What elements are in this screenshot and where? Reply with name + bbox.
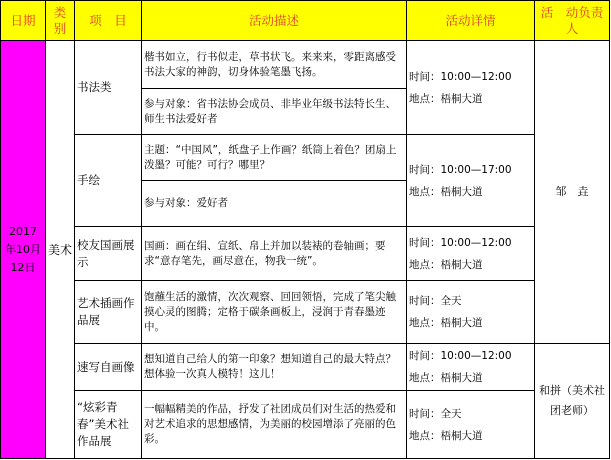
place-text: 地点：梧桐大道: [409, 92, 483, 105]
table-row: [1, 391, 610, 459]
table-row: [1, 41, 610, 89]
header-person: 活 动负责人: [535, 1, 610, 41]
project-cell: 速写自画像: [75, 344, 142, 391]
project-cell: 艺术插画作品展: [75, 281, 142, 344]
place-text: 地点：梧桐大道: [409, 185, 483, 198]
details-cell: [407, 227, 535, 281]
project-cell: “炫彩青春”美术社作品展: [75, 391, 142, 459]
time-text: 时间：10:00—12:00: [409, 236, 512, 249]
place-text: 地点：梧桐大道: [409, 317, 483, 329]
details-cell: [407, 135, 535, 227]
header-category: 类别: [46, 1, 75, 41]
time-text: 时间：10:00—12:00: [409, 350, 512, 362]
project-cell: 书法类: [75, 41, 142, 135]
project-cell: 校友国画展示: [75, 227, 142, 281]
header-description: 活动描述: [142, 1, 407, 41]
description-cell: 主题：“中国风”，纸盘子上作画？纸筒上着色？团扇上泼墨？可能？可行？哪里？: [142, 135, 407, 181]
place-text: 地点：梧桐大道: [409, 372, 483, 384]
project-cell: 手绘: [75, 135, 142, 227]
table-row: [1, 281, 610, 344]
person-cell: 邹 垚: [535, 41, 610, 344]
time-text: 时间：10:00—12:00: [409, 70, 512, 83]
description-sub-cell: 参与对象：省书法协会成员、非毕业年级书法特长生、师生书法爱好者: [142, 89, 407, 135]
description-cell: 楷书如立，行书似走，草书状飞。来来来，零距离感受书法大家的神韵，切身体验笔墨飞扬。: [142, 41, 407, 89]
details-cell: [407, 41, 535, 135]
time-text: 时间：10:00—17:00: [409, 163, 512, 176]
time-text: 时间：全天: [409, 295, 462, 307]
details-cell: [407, 391, 535, 459]
time-text: 时间：全天: [409, 407, 462, 420]
table-row: [1, 135, 610, 181]
header-details: 活动详情: [407, 1, 535, 41]
description-cell: 国画：画在绢、宣纸、帛上并加以装裱的卷轴画；要求“意存笔先，画尽意在，物我一统”。: [142, 227, 407, 281]
place-text: 地点：梧桐大道: [409, 429, 483, 442]
place-text: 地点：梧桐大道: [409, 258, 483, 271]
date-cell: 2017年10月12日: [1, 41, 46, 459]
person-cell: 和拼（美术社团老师）: [535, 344, 610, 459]
description-sub-cell: 参与对象：爱好者: [142, 181, 407, 227]
header-project: 项 目: [75, 1, 142, 41]
header-row: [1, 1, 610, 41]
table-row: [1, 227, 610, 281]
details-cell: [407, 344, 535, 391]
details-cell: [407, 281, 535, 344]
category-cell: 美术: [46, 41, 75, 459]
header-date: 日期: [1, 1, 46, 41]
table-row: [1, 344, 610, 391]
description-cell: 一幅幅精美的作品，抒发了社团成员们对生活的热爱和对艺术追求的思想感情，为美丽的校园增添了亮丽的色彩。: [142, 391, 407, 459]
description-cell: 想知道自己给人的第一印象？想知道自己的最大特点？想体验一次真人模特！这儿！: [142, 344, 407, 391]
description-cell: 饱蘸生活的激情，次次观察、回回领悟，完成了笔尖触摸心灵的图腾；定格于碳条画板上，浸润于青春墨迹中。: [142, 281, 407, 344]
